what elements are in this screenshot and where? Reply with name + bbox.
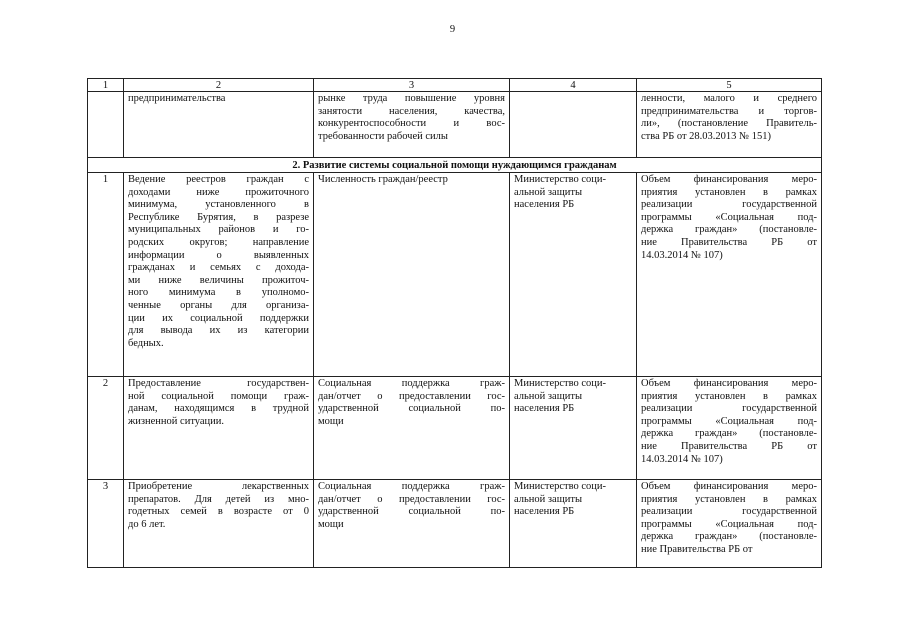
cell-text-line: держка граждан» (постановле- (641, 531, 817, 543)
column-header: 2 (124, 79, 314, 92)
cell-text-line: ударственной социальной по- (318, 506, 505, 518)
cell-text-line: Численность граждан/реестр (318, 174, 448, 185)
cell-text-line: населения РБ (514, 199, 575, 211)
cell-text-line: ударственной социальной по- (318, 403, 505, 415)
measure-cell (124, 173, 314, 377)
indicator-cell (314, 377, 510, 480)
cell-text-line: ного минимума в уполномо- (128, 287, 309, 299)
financing-cell (637, 173, 822, 377)
cell-text-line: занятости населения, качества, (318, 105, 505, 117)
cell-text-line: приятия установлен в рамках (641, 186, 817, 198)
measures-table (87, 78, 822, 568)
financing-cell (637, 377, 822, 480)
cell-text-line: держка граждан» (постановле- (641, 224, 817, 236)
cell-text-line: приятия установлен в рамках (641, 390, 817, 402)
cell-text-line: программы «Социальная под- (641, 415, 817, 427)
cell-text-line: жизненной ситуации. (128, 415, 225, 427)
cell-text-line: 14.03.2014 № 107) (641, 453, 723, 465)
cell-text-line: гражданах и семьях с доходa- (128, 262, 309, 274)
cell-text-line: данам, находящимся в трудной (128, 403, 309, 415)
cell-text-line: мощи (318, 518, 344, 530)
cell-text-line: родских округов; направление (128, 236, 309, 248)
cell-text-line: минимума, установленного в (128, 199, 309, 211)
indicator-cell (314, 480, 510, 568)
cell-text-line: бедных. (128, 337, 164, 349)
cell-text-line: ли», (постановление Правитель- (641, 118, 817, 130)
cell-text-line: Министерство соци- (514, 481, 607, 492)
row-number: 1 (88, 173, 124, 377)
cell-text-line: Объем финансирования меро- (641, 174, 817, 185)
cell-text-line: ченные органы для организа- (128, 299, 309, 311)
cell-text-line: муниципальных районов и го- (128, 224, 309, 236)
column-header: 1 (88, 79, 124, 92)
column-header: 3 (314, 79, 510, 92)
cell-text-line: годетных семей в возрасте от 0 (128, 506, 309, 518)
cell-text-line: Ведение реестров граждан с (128, 174, 309, 185)
table-header-row (88, 79, 822, 92)
cell-text-line: реализации государственной (641, 403, 817, 415)
executor-cell (510, 173, 637, 377)
cell-text-line: до 6 лет. (128, 518, 166, 530)
section-title-row (88, 158, 822, 173)
cell-text-line: ние Правительства РБ от (641, 440, 817, 452)
executor-cell (510, 480, 637, 568)
cell-text-line: Министерство соци- (514, 174, 607, 185)
cell-text-line: приятия установлен в рамках (641, 493, 817, 505)
cell-text-line: ции их социальной поддержки (128, 312, 309, 324)
cell-text-line: альной защиты (514, 186, 583, 198)
cell-text-line: 14.03.2014 № 107) (641, 249, 723, 261)
row-number-cell (88, 92, 124, 158)
cell-text-line: конкурентоспособности и вос- (318, 118, 505, 130)
cell-text-line: ства РБ от 28.03.2013 № 151) (641, 130, 771, 142)
cell-text-line: ленности, малого и среднего (641, 93, 817, 104)
indicator-cell (314, 92, 510, 158)
cell-text-line: Объем финансирования меро- (641, 481, 817, 492)
cell-text-line: мощи (318, 415, 344, 427)
table-row (88, 480, 822, 568)
cell-text-line: населения РБ (514, 506, 575, 518)
row-number: 2 (88, 377, 124, 480)
cell-text-line: препаратов. Для детей из мно- (128, 493, 309, 505)
cell-text-line: Министерство соци- (514, 378, 607, 389)
measure-cell (124, 480, 314, 568)
cell-text-line: Республике Бурятия, в разрезе (128, 211, 309, 223)
cell-text-line: Объем финансирования меро- (641, 378, 817, 389)
section-title: 2. Развитие системы социальной помощи нуждающимся гражданам (88, 158, 822, 173)
cell-text-line: программы «Социальная под- (641, 211, 817, 223)
cell-text-line: Предоставление государствен- (128, 378, 309, 389)
cell-text-line: дан/отчет о предоставлении гос- (318, 493, 505, 505)
cell-text-line: доходами ниже прожиточного (128, 186, 309, 198)
row-number: 3 (88, 480, 124, 568)
executor-cell (510, 377, 637, 480)
table-row (88, 173, 822, 377)
cell-text-line: информации о выявленных (128, 249, 309, 261)
cell-text-line: предпринимательства и торгов- (641, 105, 817, 117)
cell-text-line: Социальная поддержка граж- (318, 481, 505, 492)
cell-text-line: населения РБ (514, 403, 575, 415)
cell-text-line: требованности рабочей силы (318, 130, 448, 142)
measure-cell (124, 92, 314, 158)
continuation-row (88, 92, 822, 158)
measure-cell (124, 377, 314, 480)
cell-text-line: дан/отчет о предоставлении гос- (318, 390, 505, 402)
cell-text-line: ние Правительства РБ от (641, 543, 753, 555)
cell-text-line: ние Правительства РБ от (641, 236, 817, 248)
cell-text-line: реализации государственной (641, 199, 817, 211)
column-header: 5 (637, 79, 822, 92)
financing-cell (637, 92, 822, 158)
column-header: 4 (510, 79, 637, 92)
cell-text-line: для вывода их из категории (128, 325, 309, 337)
cell-text-line: ми ниже величины прожиточ- (128, 274, 309, 286)
cell-text-line: альной защиты (514, 390, 583, 402)
cell-text-line: программы «Социальная под- (641, 518, 817, 530)
cell-text-line: ной социальной помощи граж- (128, 390, 309, 402)
cell-text-line: альной защиты (514, 493, 583, 505)
cell-text-line: реализации государственной (641, 506, 817, 518)
cell-text-line: Приобретение лекарственных (128, 481, 309, 492)
financing-cell (637, 480, 822, 568)
cell-text-line: держка граждан» (постановле- (641, 428, 817, 440)
table-row (88, 377, 822, 480)
executor-cell (510, 92, 637, 158)
cell-text-line: Социальная поддержка граж- (318, 378, 505, 389)
indicator-cell (314, 173, 510, 377)
cell-text-line: рынке труда повышение уровня (318, 93, 505, 104)
cell-text-line: предпринимательства (128, 93, 226, 104)
page-number: 9 (449, 24, 456, 35)
